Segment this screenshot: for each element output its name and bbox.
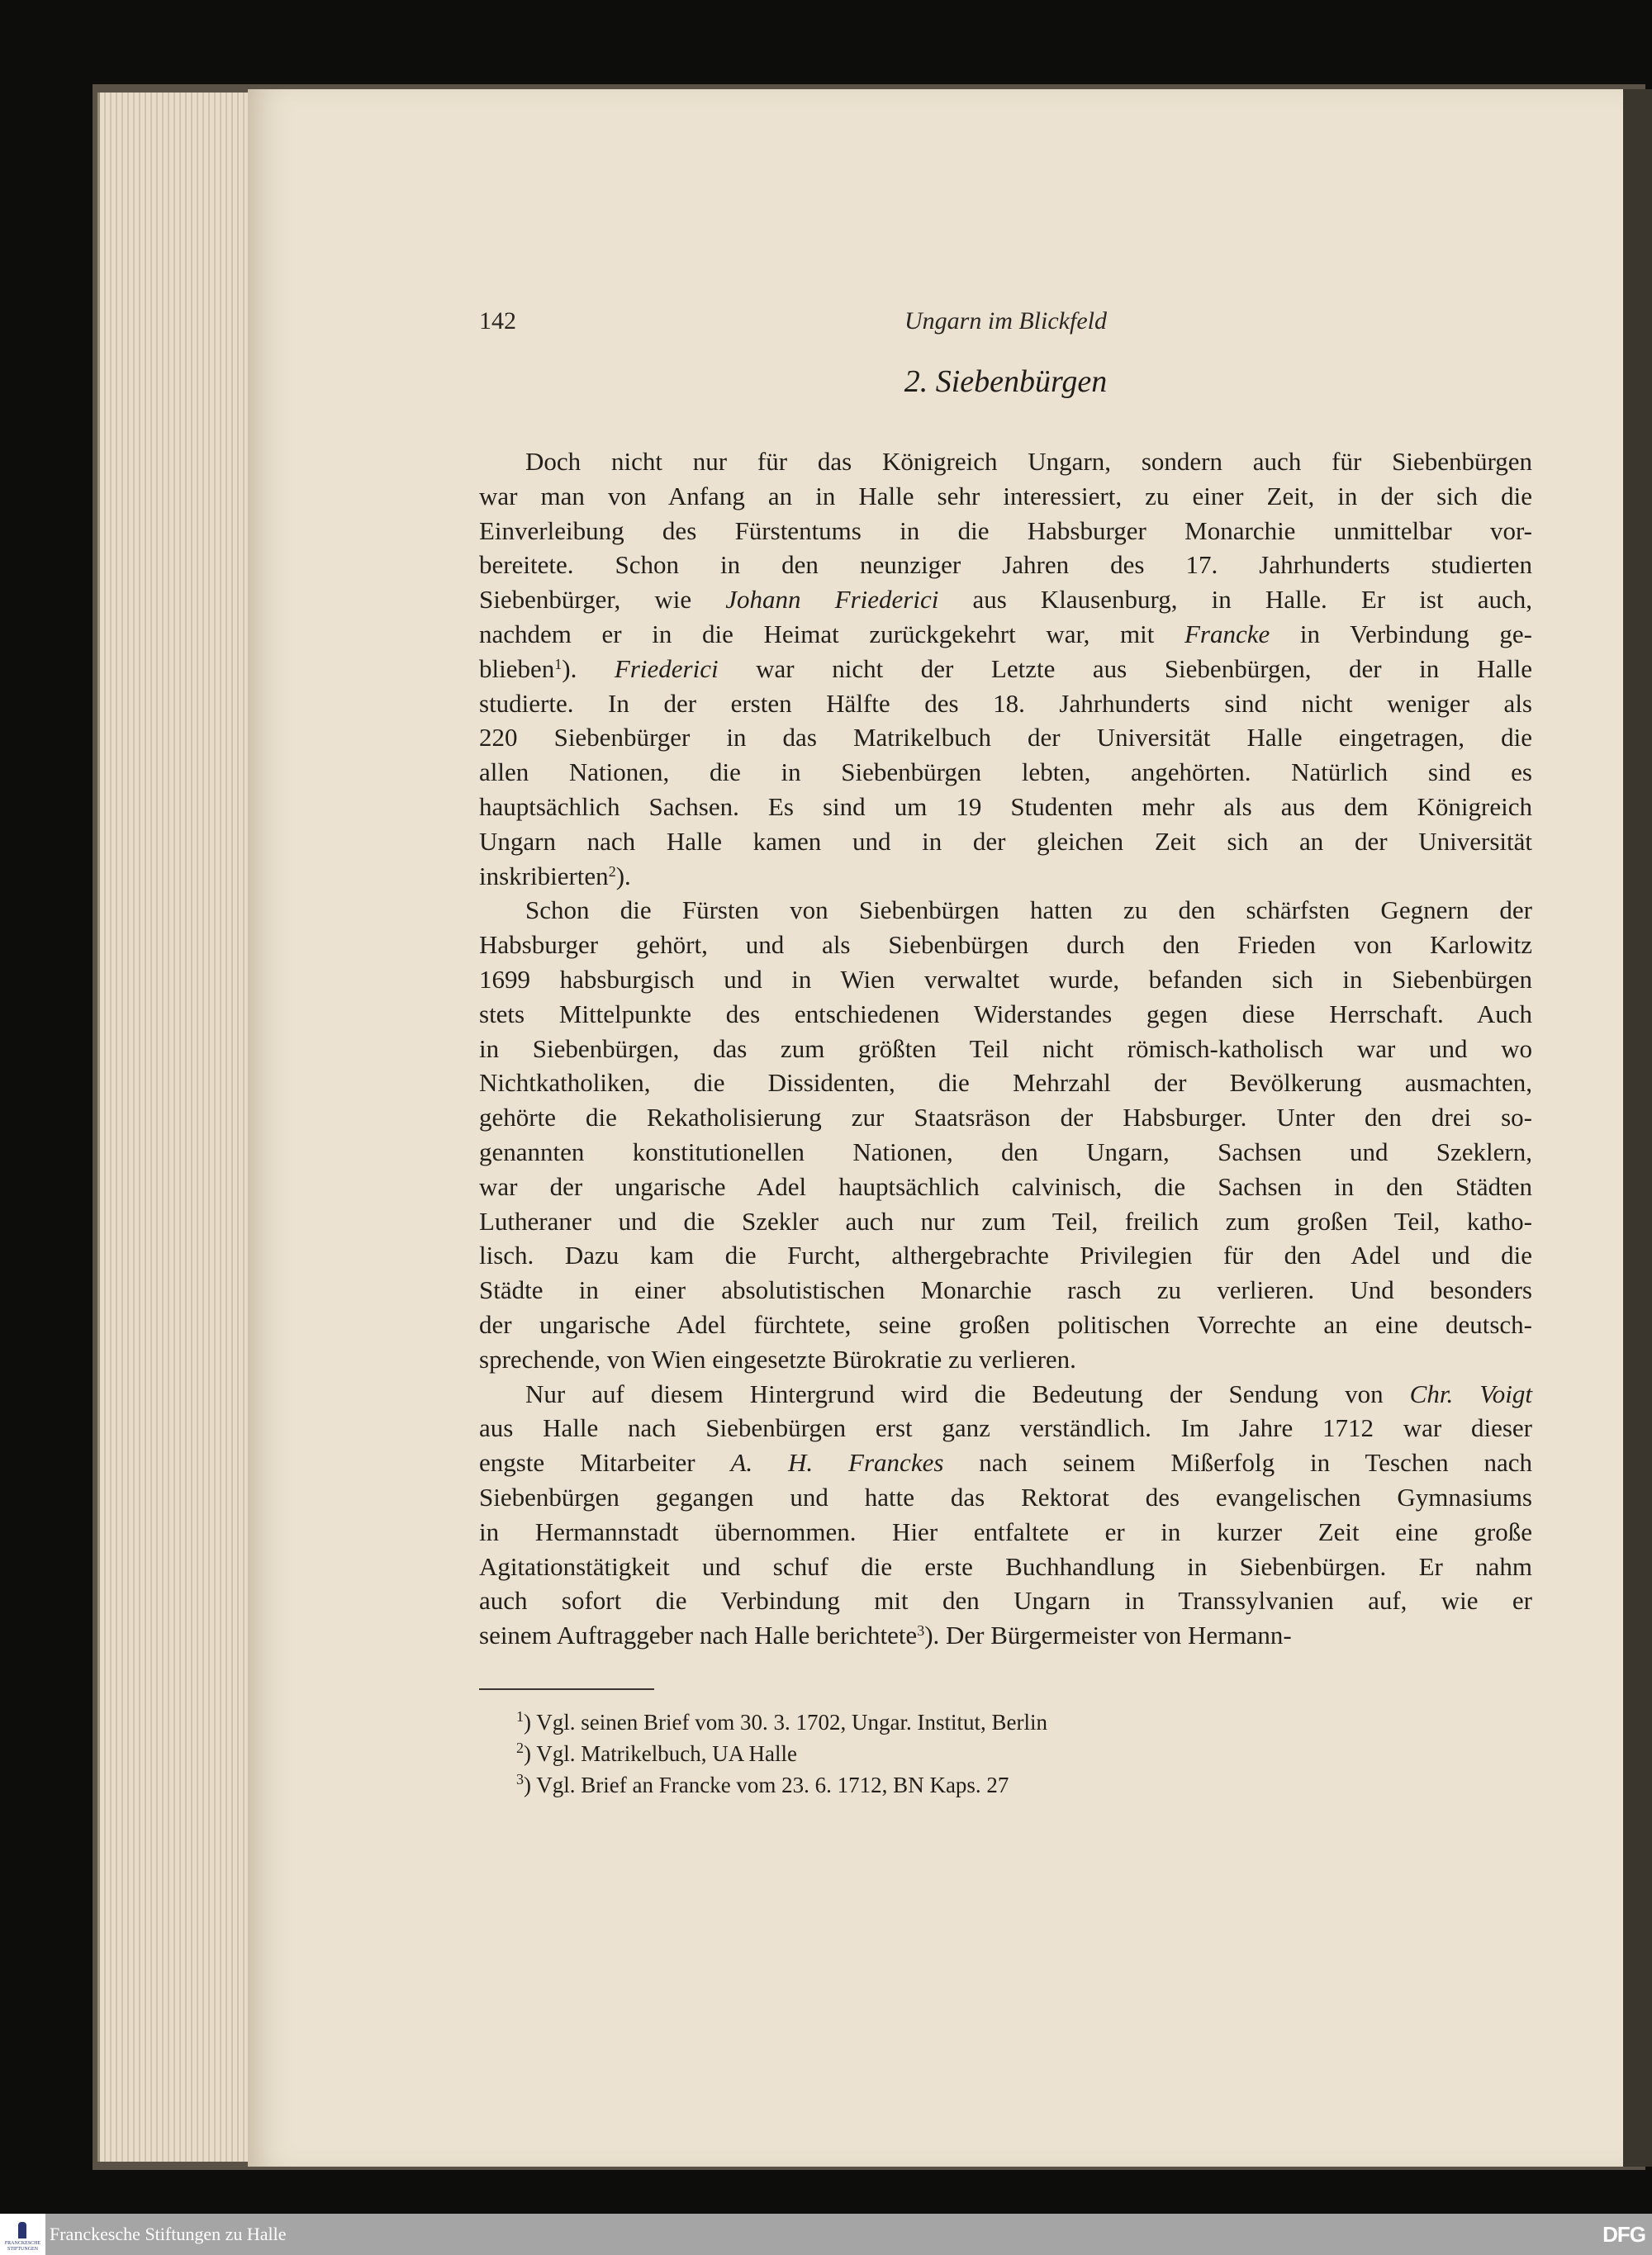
- section-title: 2. Siebenbürgen: [904, 364, 1108, 399]
- text-run: Habsburger gehört, und als Siebenbürgen durch den Frieden von Karlowitz: [479, 930, 1532, 960]
- running-title: Ungarn im Blickfeld: [904, 307, 1107, 335]
- italic-name: Chr. Voigt: [1409, 1379, 1533, 1408]
- footer-bar: [0, 2214, 1652, 2255]
- text-run: Einverleibung des Fürstentums in die Habsburger Monarchie unmittelbar vor-: [479, 515, 1532, 545]
- text-run: seinem Auftraggeber nach Halle berichtete: [479, 1621, 918, 1650]
- text-run: 220 Siebenbürger in das Matrikelbuch der Universität Halle eingetragen, die: [479, 723, 1532, 752]
- text-line: [479, 652, 1532, 686]
- italic-name: Francke: [1184, 619, 1270, 648]
- text-line: [479, 1066, 1532, 1100]
- text-line: [479, 686, 1532, 721]
- text-line: [479, 859, 1532, 894]
- text-run: in Siebenbürgen, das zum größten Teil nicht römisch-katholisch war und wo: [479, 1033, 1532, 1063]
- text-run: ). Der Bürgermeister von Hermann-: [924, 1621, 1292, 1650]
- text-run: nach seinem Mißerfolg in Teschen nach: [943, 1448, 1532, 1478]
- text-line: [479, 1135, 1532, 1170]
- text-run: Städte in einer absolutistischen Monarchie rasch zu verlieren. Und besonders: [479, 1275, 1532, 1305]
- text-line: [479, 1583, 1532, 1618]
- text-line: [479, 1238, 1532, 1273]
- text-line: [479, 1308, 1532, 1342]
- text-line: [479, 1273, 1532, 1308]
- footnote-paren: ): [524, 1710, 537, 1735]
- text-line: [479, 444, 1532, 479]
- text-run: lisch. Dazu kam die Furcht, althergebrachte Privilegien für den Adel und die: [479, 1241, 1532, 1270]
- text-run: aus Halle nach Siebenbürgen erst ganz verständlich. Im Jahre 1712 war dieser: [479, 1413, 1532, 1443]
- footnotes: [516, 1707, 1047, 1801]
- logo-caption: FRANCKESCHE STIFTUNGEN: [4, 2241, 41, 2252]
- text-run: Agitationstätigkeit und schuf die erste Buchhandlung in Siebenbürgen. Er nahm: [479, 1551, 1532, 1581]
- text-run: ).: [615, 861, 631, 890]
- text-line: [479, 720, 1532, 755]
- text-run: Nur auf diesem Hintergrund wird die Bedeutung der Sendung von: [525, 1379, 1410, 1408]
- text-run: war man von Anfang an in Halle sehr interessiert, zu einer Zeit, in der sich die: [479, 481, 1532, 510]
- text-line: [479, 479, 1532, 514]
- text-run: Nichtkatholiken, die Dissidenten, die Mehrzahl der Bevölkerung ausmachten,: [479, 1068, 1532, 1098]
- footnote-text: Vgl. seinen Brief vom 30. 3. 1702, Ungar. Institut, Berlin: [536, 1710, 1047, 1735]
- text-run: engste Mitarbeiter: [479, 1448, 731, 1478]
- text-run: blieben: [479, 653, 555, 683]
- logo-figure-icon: [18, 2222, 26, 2238]
- text-run: genannten konstitutionellen Nationen, den Ungarn, Sachsen und Szeklern,: [479, 1137, 1532, 1166]
- text-run: auch sofort die Verbindung mit den Ungarn in Transsylvanien auf, wie er: [479, 1586, 1532, 1616]
- text-line: [479, 1515, 1532, 1550]
- text-line: [479, 1377, 1532, 1412]
- text-run: in Verbindung ge-: [1270, 619, 1532, 648]
- body-text: [479, 444, 1532, 1653]
- text-run: gehörte die Rekatholisierung zur Staatsräson der Habsburger. Unter den drei so-: [479, 1103, 1532, 1132]
- text-run: ).: [562, 653, 615, 683]
- running-header: [479, 307, 1532, 340]
- institution-name: Franckesche Stiftungen zu Halle: [50, 2224, 287, 2244]
- footnote: [516, 1738, 1047, 1769]
- institution-logo: [0, 2214, 45, 2255]
- italic-name: A. H. Franckes: [730, 1448, 944, 1478]
- text-run: aus Klausenburg, in Halle. Er ist auch,: [938, 585, 1532, 615]
- text-run: hauptsächlich Sachsen. Es sind um 19 Studenten mehr als aus dem Königreich: [479, 791, 1532, 821]
- text-run: Siebenbürger, wie: [479, 585, 726, 615]
- text-line: [479, 548, 1532, 582]
- footnote-rule: [479, 1688, 654, 1690]
- text-run: studierte. In der ersten Hälfte des 18. Jahrhunderts sind nicht weniger als: [479, 688, 1532, 718]
- footnote-text: Vgl. Brief an Francke vom 23. 6. 1712, BN Kaps. 27: [536, 1773, 1009, 1797]
- footnote-ref: 2: [608, 862, 616, 880]
- footnote: [516, 1769, 1047, 1801]
- text-run: nachdem er in die Heimat zurückgekehrt war, mit: [479, 619, 1184, 648]
- italic-name: Friederici: [614, 653, 719, 683]
- text-run: Siebenbürgen gegangen und hatte das Rektorat des evangelischen Gymnasiums: [479, 1482, 1532, 1512]
- text-run: Ungarn nach Halle kamen und in der gleichen Zeit sich an der Universität: [479, 826, 1532, 856]
- text-line: [479, 962, 1532, 997]
- text-run: in Hermannstadt übernommen. Hier entfaltete er in kurzer Zeit eine große: [479, 1517, 1532, 1546]
- footnote-paren: ): [524, 1741, 537, 1766]
- text-run: Doch nicht nur für das Königreich Ungarn, sondern auch für Siebenbürgen: [525, 447, 1532, 476]
- text-run: stets Mittelpunkte des entschiedenen Widerstandes gegen diese Herrschaft. Auch: [479, 999, 1532, 1028]
- text-run: sprechende, von Wien eingesetzte Bürokratie zu verlieren.: [479, 1344, 1076, 1374]
- text-line: [479, 1032, 1532, 1066]
- page-number: 142: [479, 307, 516, 335]
- footnote-paren: ): [524, 1773, 537, 1797]
- text-line: [479, 1618, 1532, 1653]
- footnote-ref: 3: [917, 1622, 925, 1640]
- text-line: [479, 1446, 1532, 1480]
- text-line: [479, 928, 1532, 962]
- footnote-mark: 1: [516, 1708, 524, 1725]
- dfg-logo: DFG: [1602, 2222, 1645, 2247]
- footnote-mark: 2: [516, 1740, 524, 1756]
- text-run: der ungarische Adel fürchtete, seine großen politischen Vorrechte an eine deutsch-: [479, 1309, 1532, 1339]
- text-line: [479, 1204, 1532, 1239]
- text-line: [479, 1170, 1532, 1204]
- text-line: [479, 1342, 1532, 1377]
- text-line: [479, 824, 1532, 859]
- footnote: [516, 1707, 1047, 1738]
- text-run: 1699 habsburgisch und in Wien verwaltet wurde, befanden sich in Siebenbürgen: [479, 964, 1532, 994]
- text-line: [479, 790, 1532, 824]
- text-line: [479, 1100, 1532, 1135]
- text-line: [479, 617, 1532, 652]
- text-line: [479, 997, 1532, 1032]
- italic-name: Johann Friederici: [725, 585, 939, 615]
- text-line: [479, 1550, 1532, 1584]
- text-line: [479, 755, 1532, 790]
- text-line: [479, 582, 1532, 617]
- text-run: allen Nationen, die in Siebenbürgen lebten, angehörten. Natürlich sind es: [479, 757, 1532, 787]
- footnote-ref: 1: [554, 655, 563, 672]
- text-run: inskribierten: [479, 861, 609, 890]
- text-run: Schon die Fürsten von Siebenbürgen hatten zu den schärfsten Gegnern der: [525, 895, 1532, 925]
- text-line: [479, 1480, 1532, 1515]
- text-line: [479, 893, 1532, 928]
- text-run: Lutheraner und die Szekler auch nur zum Teil, freilich zum großen Teil, katho-: [479, 1206, 1532, 1236]
- text-run: war der ungarische Adel hauptsächlich calvinisch, die Sachsen in den Städten: [479, 1171, 1532, 1201]
- footnote-mark: 3: [516, 1771, 524, 1787]
- page-edges: [97, 93, 253, 2162]
- text-run: war nicht der Letzte aus Siebenbürgen, der in Halle: [718, 653, 1532, 683]
- footnote-text: Vgl. Matrikelbuch, UA Halle: [536, 1741, 797, 1766]
- facing-page-edge: [1623, 89, 1652, 2167]
- text-line: [479, 1411, 1532, 1446]
- text-run: bereitete. Schon in den neunziger Jahren des 17. Jahrhunderts studierten: [479, 550, 1532, 580]
- text-line: [479, 514, 1532, 548]
